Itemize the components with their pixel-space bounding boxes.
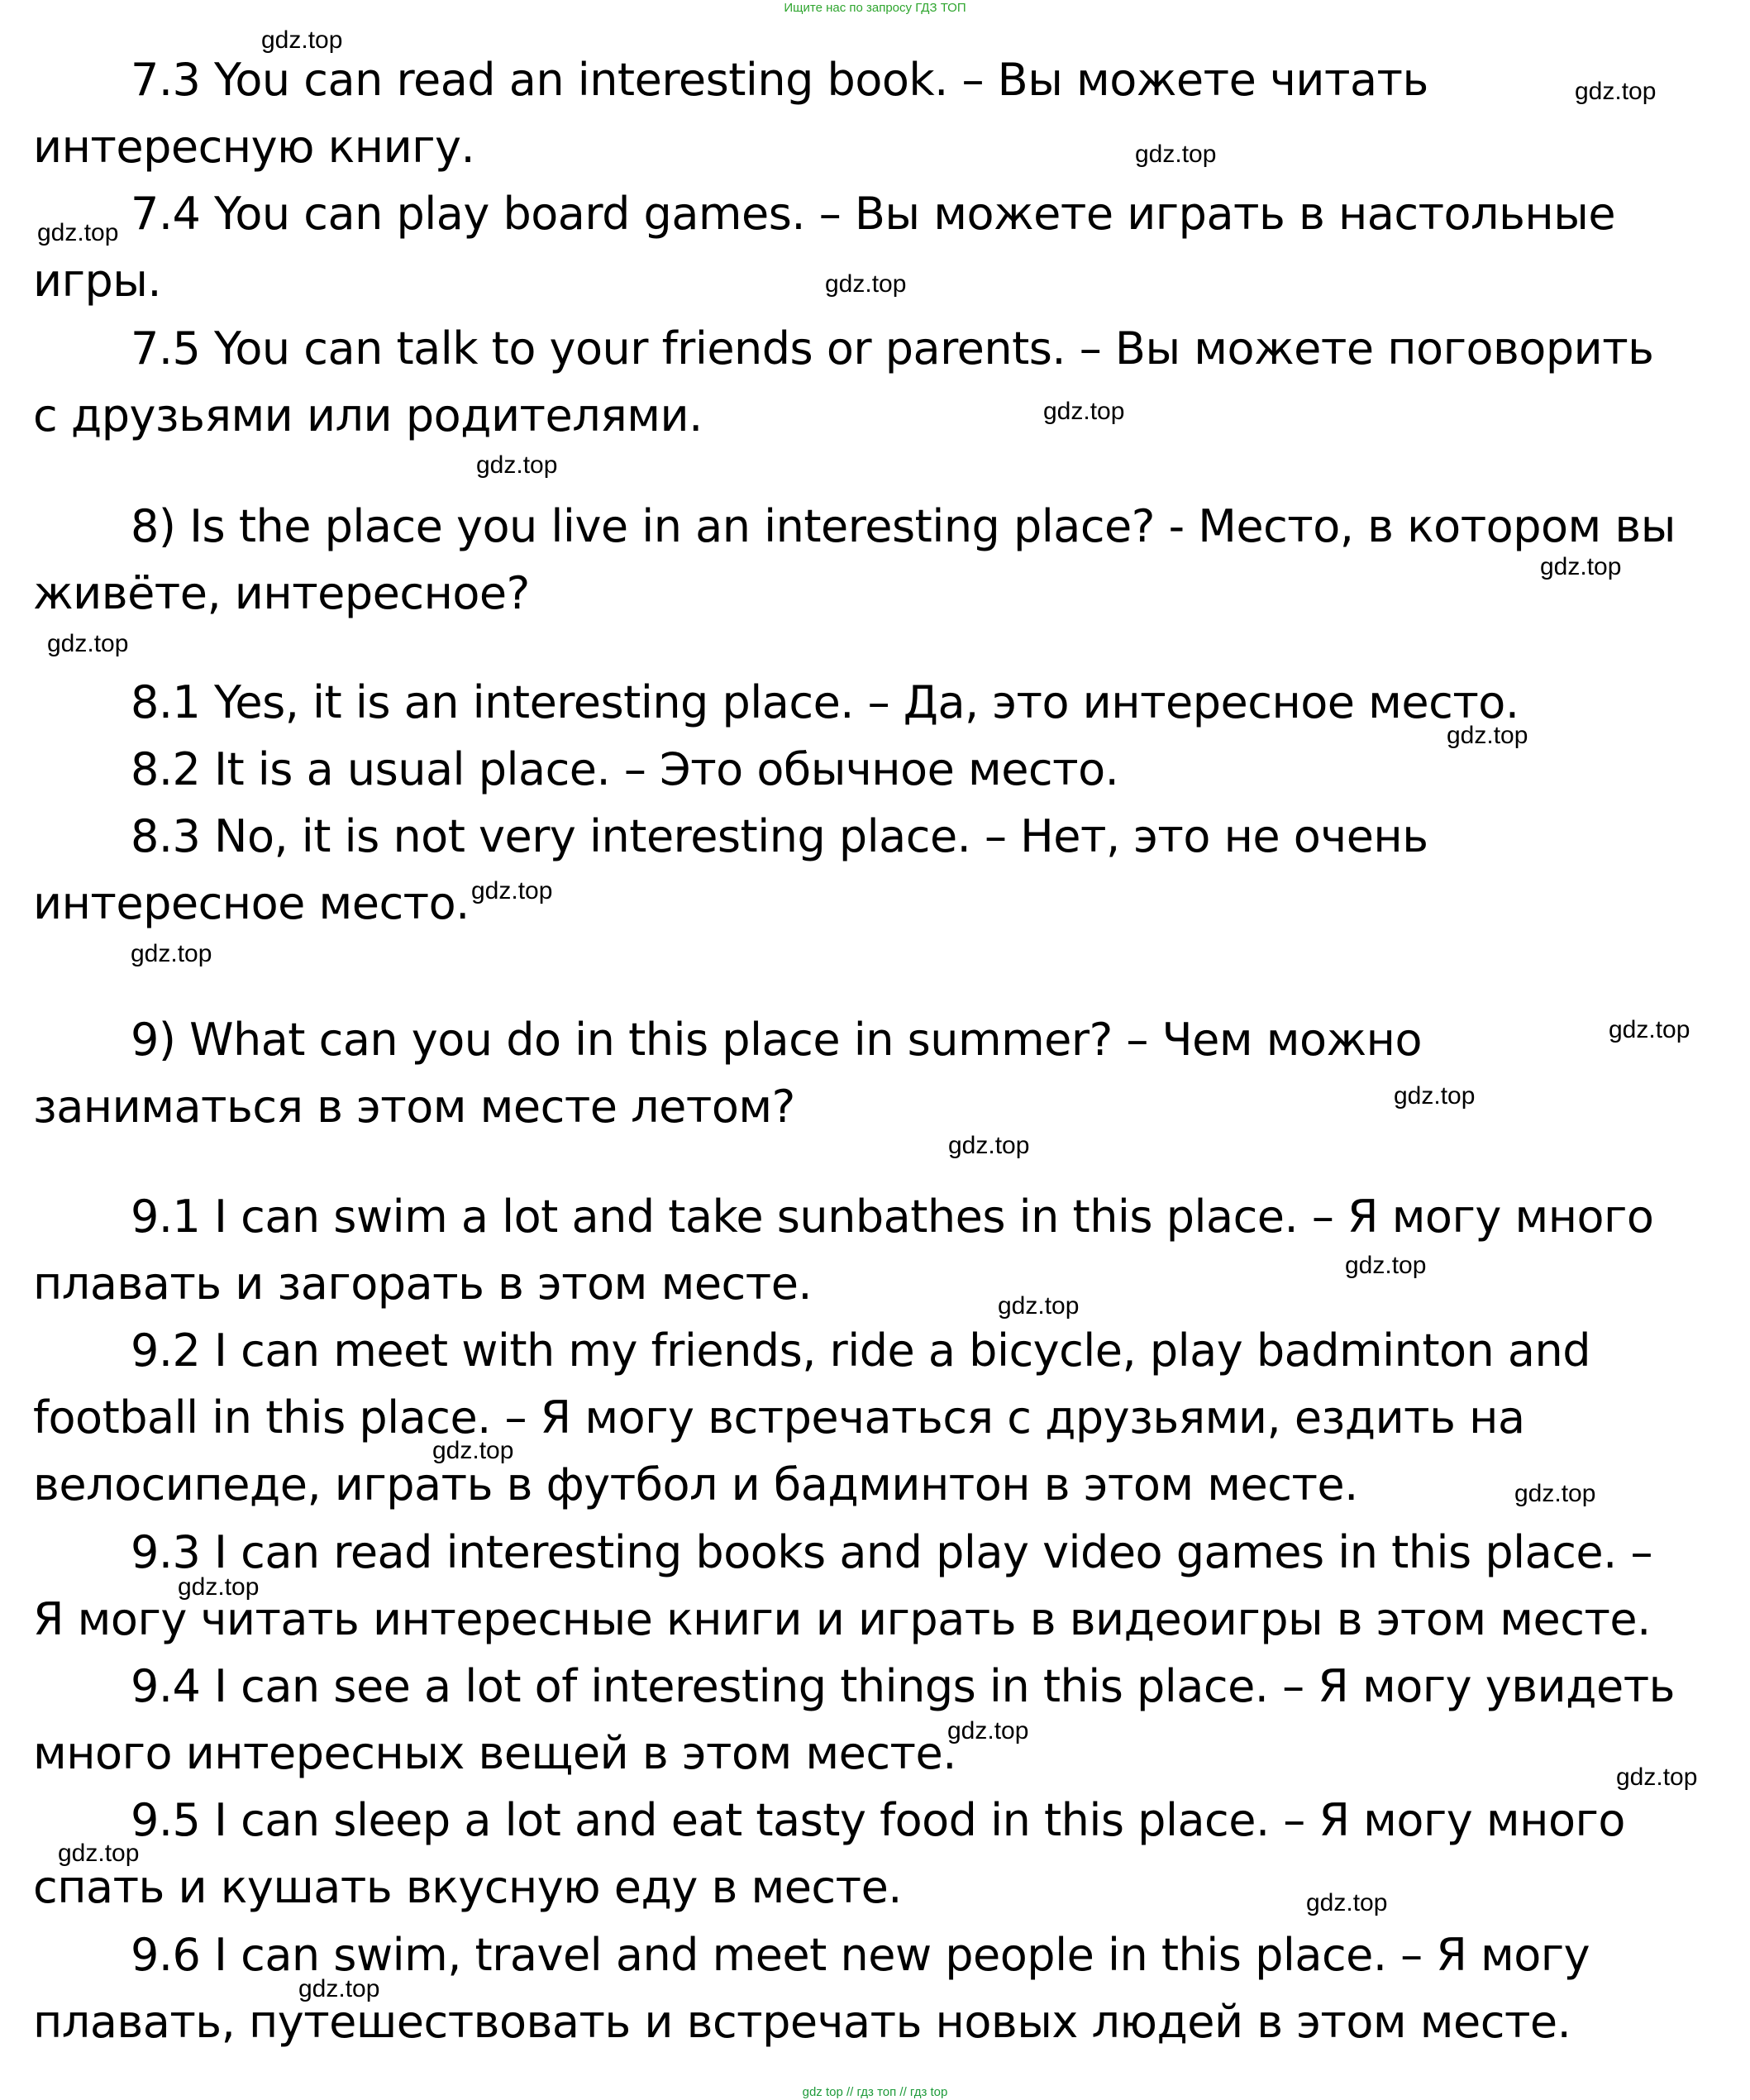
text-line: 9.2 I can meet with my friends, ride a bicycle, play badminton and bbox=[131, 1324, 1591, 1377]
text-line: 9.4 I can see a lot of interesting things in this place. – Я могу увидеть bbox=[131, 1660, 1675, 1712]
watermark: gdz.top bbox=[1394, 1082, 1476, 1110]
watermark: gdz.top bbox=[1609, 1016, 1690, 1043]
watermark: gdz.top bbox=[947, 1717, 1029, 1744]
text-line: 9.1 I can swim a lot and take sunbathes in this place. – Я могу много bbox=[131, 1191, 1654, 1243]
watermark: gdz.top bbox=[58, 1840, 140, 1867]
watermark: gdz.top bbox=[37, 219, 119, 246]
watermark: gdz.top bbox=[1540, 553, 1622, 580]
text-line: 8.2 It is a usual place. – Это обычное место. bbox=[131, 743, 1119, 795]
watermark: gdz.top bbox=[1345, 1252, 1427, 1279]
watermark: gdz.top bbox=[948, 1132, 1030, 1159]
text-line: игры. bbox=[33, 255, 162, 307]
text-line: плавать, путешествовать и встречать новых людей в этом месте. bbox=[33, 1996, 1571, 2048]
watermark: gdz.top bbox=[998, 1292, 1080, 1320]
text-line: плавать и загорать в этом месте. bbox=[33, 1258, 813, 1310]
text-line: интересное место. bbox=[33, 877, 470, 929]
watermark: gdz.top bbox=[1514, 1480, 1596, 1507]
watermark: gdz.top bbox=[1135, 141, 1217, 168]
watermark: gdz.top bbox=[131, 940, 212, 967]
text-line: 9) What can you do in this place in summer? – Чем можно bbox=[131, 1014, 1422, 1066]
watermark: gdz.top bbox=[476, 451, 558, 479]
watermark: gdz.top bbox=[1447, 722, 1528, 749]
text-line: велосипеде, играть в футбол и бадминтон в этом месте. bbox=[33, 1458, 1358, 1511]
top-banner: Ищите нас по запросу ГДЗ ТОП bbox=[784, 1, 966, 15]
text-line: 9.3 I can read interesting books and play video games in this place. – bbox=[131, 1526, 1652, 1578]
watermark: gdz.top bbox=[1575, 78, 1657, 105]
text-line: много интересных вещей в этом месте. bbox=[33, 1727, 956, 1779]
watermark: gdz.top bbox=[825, 270, 907, 298]
text-line: 7.5 You can talk to your friends or parents. – Вы можете поговорить bbox=[131, 322, 1654, 375]
text-line: 9.5 I can sleep a lot and eat tasty food in this place. – Я могу много bbox=[131, 1794, 1625, 1846]
text-line: 8.1 Yes, it is an interesting place. – Да, это интересное место. bbox=[131, 676, 1519, 728]
text-line: 8) Is the place you live in an interesting place? - Место, в котором вы bbox=[131, 500, 1676, 552]
watermark: gdz.top bbox=[432, 1437, 514, 1464]
text-line: 8.3 No, it is not very interesting place. – Нет, это не очень bbox=[131, 810, 1428, 862]
watermark: gdz.top bbox=[1043, 398, 1125, 425]
watermark: gdz.top bbox=[47, 630, 129, 657]
watermark: gdz.top bbox=[261, 26, 343, 54]
text-line: заниматься в этом месте летом? bbox=[33, 1081, 795, 1133]
bottom-banner: gdz top // гдз топ // гдз top bbox=[802, 2085, 948, 2099]
watermark: gdz.top bbox=[298, 1975, 380, 2002]
watermark: gdz.top bbox=[178, 1573, 260, 1601]
text-line: football in this place. – Я могу встречаться с друзьями, ездить на bbox=[33, 1391, 1525, 1444]
text-line: интересную книгу. bbox=[33, 121, 475, 173]
text-line: Я могу читать интересные книги и играть в видеоигры в этом месте. bbox=[33, 1593, 1651, 1645]
text-line: с друзьями или родителями. bbox=[33, 389, 703, 441]
text-line: спать и кушать вкусную еду в месте. bbox=[33, 1861, 902, 1913]
text-line: 7.3 You can read an interesting book. – Вы можете читать bbox=[131, 54, 1428, 106]
watermark: gdz.top bbox=[1616, 1764, 1698, 1791]
text-line: 7.4 You can play board games. – Вы можете играть в настольные bbox=[131, 188, 1616, 240]
text-line: живёте, интересное? bbox=[33, 567, 530, 619]
watermark: gdz.top bbox=[471, 877, 553, 904]
text-line: 9.6 I can swim, travel and meet new people in this place. – Я могу bbox=[131, 1929, 1590, 1981]
watermark: gdz.top bbox=[1306, 1889, 1388, 1916]
